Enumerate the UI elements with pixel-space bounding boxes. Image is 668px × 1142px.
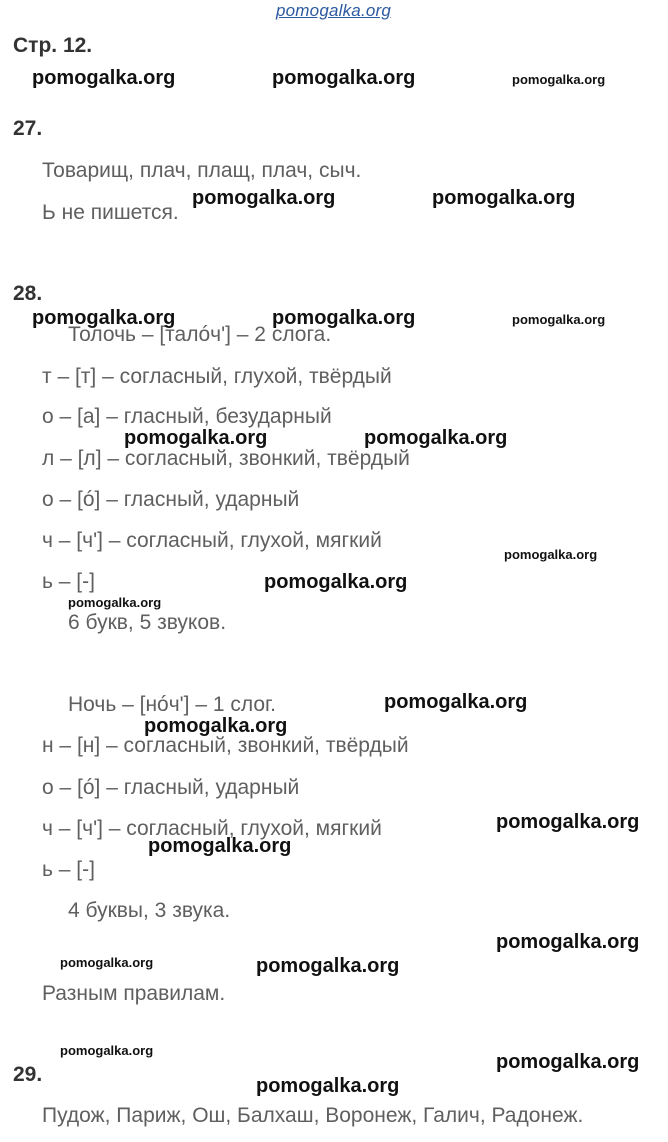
watermark: pomogalka.org bbox=[496, 811, 640, 833]
watermark: pomogalka.org bbox=[272, 67, 416, 89]
watermark: pomogalka.org bbox=[504, 547, 598, 562]
watermark: pomogalka.org bbox=[148, 835, 292, 857]
exercise-27-line-2: Ь не пишется. bbox=[42, 201, 179, 224]
word1-line-t: т – [т] – согласный, глухой, твёрдый bbox=[42, 365, 392, 388]
exercise-27-line-1: Товарищ, плач, плащ, плач, сыч. bbox=[42, 159, 362, 182]
word1-line-soft-sign: ь – [-] bbox=[42, 570, 95, 593]
exercise-27-number: 27. bbox=[13, 117, 43, 140]
word2-title: Ночь – [нóч'] – 1 слог. bbox=[68, 693, 276, 716]
watermark: pomogalka.org bbox=[496, 1051, 640, 1073]
watermark: pomogalka.org bbox=[68, 595, 162, 610]
watermark: pomogalka.org bbox=[264, 571, 408, 593]
exercise-28-number: 28. bbox=[13, 282, 43, 305]
watermark: pomogalka.org bbox=[60, 1043, 154, 1058]
word2-summary: 4 буквы, 3 звука. bbox=[68, 899, 231, 922]
exercise-29-line: Пудож, Париж, Ош, Балхаш, Воронеж, Галич, Радонеж. bbox=[42, 1104, 584, 1127]
word1-line-o2: о – [ó] – гласный, ударный bbox=[42, 488, 300, 511]
exercise-29-number: 29. bbox=[13, 1063, 43, 1086]
word2-line-ch: ч – [ч'] – согласный, глухой, мягкий bbox=[42, 817, 382, 840]
watermark: pomogalka.org bbox=[432, 187, 576, 209]
word1-line-o1: о – [а] – гласный, безударный bbox=[42, 405, 332, 428]
watermark: pomogalka.org bbox=[124, 427, 268, 449]
word1-line-l: л – [л] – согласный, звонкий, твёрдый bbox=[42, 447, 410, 470]
word2-line-soft-sign: ь – [-] bbox=[42, 858, 95, 881]
watermark: pomogalka.org bbox=[496, 931, 640, 953]
watermark: pomogalka.org bbox=[256, 1075, 400, 1097]
watermark: pomogalka.org bbox=[256, 955, 400, 977]
word2-line-n: н – [н] – согласный, звонкий, твёрдый bbox=[42, 734, 409, 757]
watermark: pomogalka.org bbox=[272, 307, 416, 329]
watermark: pomogalka.org bbox=[192, 187, 336, 209]
watermark: pomogalka.org bbox=[384, 691, 528, 713]
word1-line-ch: ч – [ч'] – согласный, глухой, мягкий bbox=[42, 529, 382, 552]
watermark: pomogalka.org bbox=[512, 312, 606, 327]
watermark: pomogalka.org bbox=[144, 715, 288, 737]
word2-line-o: о – [ó] – гласный, ударный bbox=[42, 776, 300, 799]
word1-summary: 6 букв, 5 звуков. bbox=[68, 611, 227, 634]
word1-title: Толочь – [талóч'] – 2 слога. bbox=[68, 323, 332, 346]
page-reference: Стр. 12. bbox=[13, 34, 93, 57]
watermark: pomogalka.org bbox=[364, 427, 508, 449]
watermark: pomogalka.org bbox=[512, 72, 606, 87]
watermark: pomogalka.org bbox=[32, 67, 176, 89]
exercise-28-answer: Разным правилам. bbox=[42, 982, 226, 1005]
site-header-link[interactable]: pomogalka.org bbox=[276, 1, 392, 20]
watermark: pomogalka.org bbox=[60, 955, 154, 970]
watermark: pomogalka.org bbox=[32, 307, 176, 329]
